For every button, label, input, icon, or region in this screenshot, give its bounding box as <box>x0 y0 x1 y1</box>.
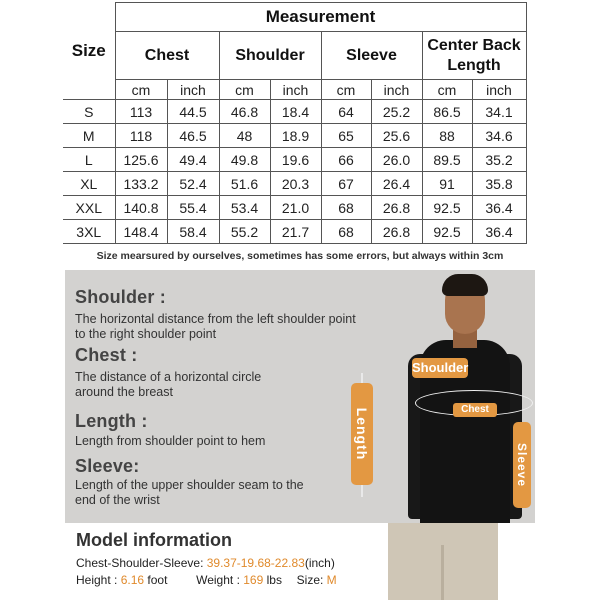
measurement-cell: 92.5 <box>422 196 472 220</box>
size-cell: XL <box>63 172 115 196</box>
measurement-cell: 53.4 <box>219 196 270 220</box>
measurement-cell: 35.2 <box>472 148 526 172</box>
measurement-cell: 68 <box>321 220 371 244</box>
measurement-cell: 148.4 <box>115 220 167 244</box>
size-row <box>63 148 526 172</box>
weight-label: Weight : <box>196 573 244 587</box>
height-label: Height : <box>76 573 121 587</box>
model-trousers-seam <box>441 545 444 600</box>
shoulder-label: Shoulder <box>412 358 468 378</box>
chest-definition: The distance of a horizontal circle around the breast <box>75 370 262 399</box>
measurements-label: Chest-Shoulder-Sleeve: <box>76 556 207 570</box>
measurement-cell: 49.8 <box>219 148 270 172</box>
measurement-cell: 18.4 <box>270 100 321 124</box>
model-hair <box>442 274 488 296</box>
weight-unit: lbs <box>263 573 282 587</box>
measurement-guide-panel <box>65 270 535 523</box>
measurement-cell: 34.1 <box>472 100 526 124</box>
size-cell: L <box>63 148 115 172</box>
measurement-cell: 133.2 <box>115 172 167 196</box>
size-rows <box>63 100 526 244</box>
measurement-cell: 113 <box>115 100 167 124</box>
unit-header: inch <box>167 80 219 100</box>
measurement-cell: 26.4 <box>371 172 422 196</box>
height-value: 6.16 <box>120 573 145 587</box>
model-height-weight-size <box>76 573 337 587</box>
height-unit: foot <box>144 573 168 587</box>
weight-value: 169 <box>243 573 264 587</box>
measurement-cell: 21.7 <box>270 220 321 244</box>
size-cell: 3XL <box>63 220 115 244</box>
unit-header: inch <box>270 80 321 100</box>
measurement-cell: 46.5 <box>167 124 219 148</box>
size-cell: XXL <box>63 196 115 220</box>
chest-label: Chest <box>453 403 497 417</box>
size-row <box>63 196 526 220</box>
measurement-cell: 66 <box>321 148 371 172</box>
measurement-cell: 48 <box>219 124 270 148</box>
chest-header: Chest <box>115 32 219 80</box>
unit-header: cm <box>422 80 472 100</box>
measurement-cell: 26.8 <box>371 220 422 244</box>
measurements-unit: (inch) <box>304 556 335 570</box>
measurement-header: Measurement <box>115 3 526 32</box>
measurement-cell: 58.4 <box>167 220 219 244</box>
measurement-cell: 86.5 <box>422 100 472 124</box>
measurement-cell: 49.4 <box>167 148 219 172</box>
shoulder-header: Shoulder <box>219 32 321 80</box>
measurement-cell: 26.8 <box>371 196 422 220</box>
measurement-cell: 18.9 <box>270 124 321 148</box>
unit-header: inch <box>371 80 422 100</box>
measurement-cell: 25.2 <box>371 100 422 124</box>
length-term: Length : <box>75 411 148 431</box>
measurement-cell: 26.0 <box>371 148 422 172</box>
measurement-cell: 89.5 <box>422 148 472 172</box>
measurement-cell: 91 <box>422 172 472 196</box>
measurement-cell: 46.8 <box>219 100 270 124</box>
measurement-cell: 88 <box>422 124 472 148</box>
measurement-cell: 67 <box>321 172 371 196</box>
measurement-cell: 64 <box>321 100 371 124</box>
sleeve-term: Sleeve: <box>75 456 140 476</box>
measurement-cell: 55.4 <box>167 196 219 220</box>
measurement-cell: 140.8 <box>115 196 167 220</box>
measurement-cell: 44.5 <box>167 100 219 124</box>
measurement-cell: 20.3 <box>270 172 321 196</box>
length-definition: Length from shoulder point to hem <box>75 434 266 448</box>
unit-header: cm <box>115 80 167 100</box>
sleeve-definition: Length of the upper shoulder seam to the end of the wrist <box>75 478 304 507</box>
measurement-cell: 92.5 <box>422 220 472 244</box>
sleeve-label-tag <box>513 422 531 508</box>
size-row <box>63 220 526 244</box>
size-cell: M <box>63 124 115 148</box>
measurement-cell: 118 <box>115 124 167 148</box>
measurement-cell: 35.8 <box>472 172 526 196</box>
size-row <box>63 100 526 124</box>
model-measurements <box>76 556 335 570</box>
size-row <box>63 124 526 148</box>
measurement-cell: 25.6 <box>371 124 422 148</box>
size-cell: S <box>63 100 115 124</box>
shoulder-definition: The horizontal distance from the left shoulder point to the right shoulder point <box>75 312 356 341</box>
chest-term: Chest : <box>75 345 138 365</box>
unit-header: cm <box>219 80 270 100</box>
measurement-cell: 34.6 <box>472 124 526 148</box>
model-info-title: Model information <box>76 530 232 550</box>
size-column-header: Size <box>71 40 106 60</box>
length-arrow-top <box>361 373 363 383</box>
sleeve-header: Sleeve <box>321 32 422 80</box>
measurement-cell: 52.4 <box>167 172 219 196</box>
measurements-value: 39.37-19.68-22.83 <box>206 556 305 570</box>
measurement-cell: 68 <box>321 196 371 220</box>
size-label: Size: <box>296 573 327 587</box>
measurement-cell: 36.4 <box>472 220 526 244</box>
measurement-cell: 21.0 <box>270 196 321 220</box>
measurement-cell: 36.4 <box>472 196 526 220</box>
measurement-cell: 65 <box>321 124 371 148</box>
size-row <box>63 172 526 196</box>
shoulder-term: Shoulder : <box>75 287 166 307</box>
sleeve-label: Sleeve <box>515 442 529 488</box>
measurement-cell: 51.6 <box>219 172 270 196</box>
length-label: Length <box>354 407 370 461</box>
length-arrow-bottom <box>361 485 363 497</box>
center-back-length-header: Center Back Length <box>422 32 526 80</box>
length-label-tag <box>351 383 373 485</box>
measurement-cell: 55.2 <box>219 220 270 244</box>
size-value: M <box>326 573 337 587</box>
unit-header: inch <box>472 80 526 100</box>
measurement-cell: 125.6 <box>115 148 167 172</box>
size-chart-table <box>63 2 527 244</box>
measurement-note: Size mearsured by ourselves, sometimes has some errors, but always within 3cm <box>96 250 504 262</box>
measurement-cell: 19.6 <box>270 148 321 172</box>
unit-header: cm <box>321 80 371 100</box>
